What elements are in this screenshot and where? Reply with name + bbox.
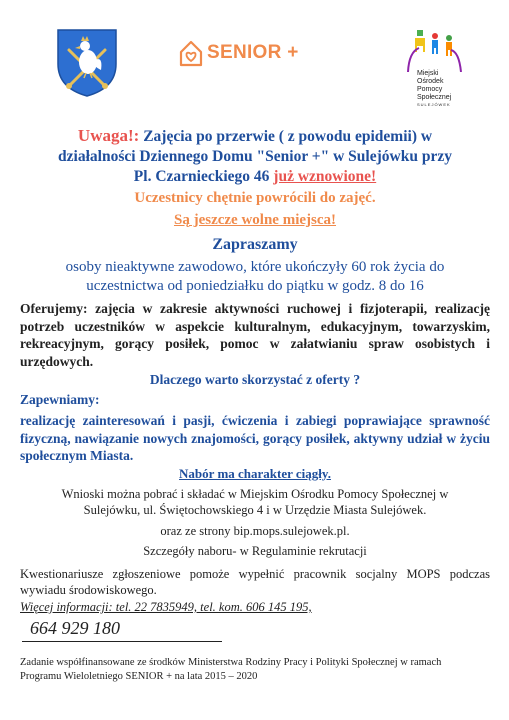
- mops-logo: [405, 28, 465, 108]
- questionnaire-info: Kwestionariusze zgłoszeniowe pomoże wypełnić pracownik socjalny MOPS podczas wywiadu środowiskowego.: [20, 567, 490, 597]
- resumed-label: już wznowione!: [273, 168, 377, 185]
- why-question: Dlaczego warto skorzystać z oferty ?: [149, 372, 361, 387]
- invite-title: Zapraszamy: [212, 236, 298, 253]
- applications-line-2: Sulejówku, ul. Świętochowskiego 4 i w Urzędzie Miasta Sulejówek.: [83, 503, 427, 517]
- offer-text: Oferujemy: zajęcia w zakresie aktywności ruchowej i fizjoterapii, realizację potrzeb uczestników w aspekcie kulturalnym, edukacyjnym, towarzyskim, rekreacyjnym, gorący posiłek, pomoc w załatwianiu spraw osobistych i urzędowych.: [20, 301, 490, 369]
- details-info: Szczegóły naboru- w Regulaminie rekrutacji: [143, 544, 367, 558]
- free-places-note: Są jeszcze wolne miejsca!: [173, 212, 337, 228]
- mops-logo-line: Pomocy: [417, 86, 443, 93]
- assure-text: realizację zainteresowań i pasji, ćwiczenia i zabiegi poprawiające sprawność fizyczną, nawiązanie nowych znajomości, gorący posiłek, aktywny udział w życiu społecznym Miasta.: [20, 413, 490, 463]
- website-info: oraz ze strony bip.mops.sulejowek.pl.: [160, 524, 350, 538]
- recruitment-continuous: Nabór ma charakter ciągły.: [179, 466, 331, 481]
- family-figures-icon: [405, 28, 465, 72]
- mops-logo-line: Ośrodek: [417, 78, 444, 85]
- invite-line-2: uczestnictwa od poniedziałku do piątku w godz. 8 do 16: [86, 278, 424, 294]
- funding-line-2: Programu Wieloletniego SENIOR + na lata 2015 – 2020: [20, 671, 258, 682]
- mops-logo-small: SULEJÓWEK: [417, 102, 451, 107]
- heading-line-2: działalności Dziennego Domu "Senior +" w Sulejówku przy: [58, 148, 452, 165]
- announcement-heading: [15, 126, 495, 187]
- mops-logo-line: Miejski: [417, 70, 439, 77]
- heading-line-3: Pl. Czarnieckiego 46: [133, 168, 270, 185]
- funding-footer: [20, 656, 490, 684]
- sulejowek-coat-of-arms-icon: [55, 28, 119, 98]
- applications-line-1: Wnioski można pobrać i składać w Miejskim Ośrodku Pomocy Społecznej w: [61, 487, 449, 501]
- applications-info: [15, 486, 495, 518]
- contact-info: Więcej informacji: tel. 22 7835949, tel. kom. 606 145 195,: [20, 600, 312, 614]
- funding-line-1: Zadanie współfinansowane ze środków Ministerstwa Rodziny Pracy i Polityki Społecznej w ramach: [20, 657, 442, 668]
- invite-text: [15, 258, 495, 296]
- assure-title: Zapewniamy:: [20, 392, 100, 407]
- phone-underline: [22, 641, 222, 642]
- contact-phone: 664 929 180: [30, 618, 120, 638]
- participants-note: Uczestnicy chętnie powrócili do zajęć.: [134, 190, 376, 206]
- invite-line-1: osoby nieaktywne zawodowo, które ukończyły 60 rok życia do: [65, 259, 445, 275]
- warning-label: Uwaga!:: [77, 126, 140, 145]
- heading-line-1: Zajęcia po przerwie ( z powodu epidemii) w: [143, 128, 433, 145]
- house-heart-icon: [178, 39, 204, 67]
- senior-plus-logo-text: SENIOR +: [207, 42, 299, 63]
- senior-plus-logo: [178, 38, 318, 68]
- mops-logo-line: Społecznej: [417, 94, 452, 101]
